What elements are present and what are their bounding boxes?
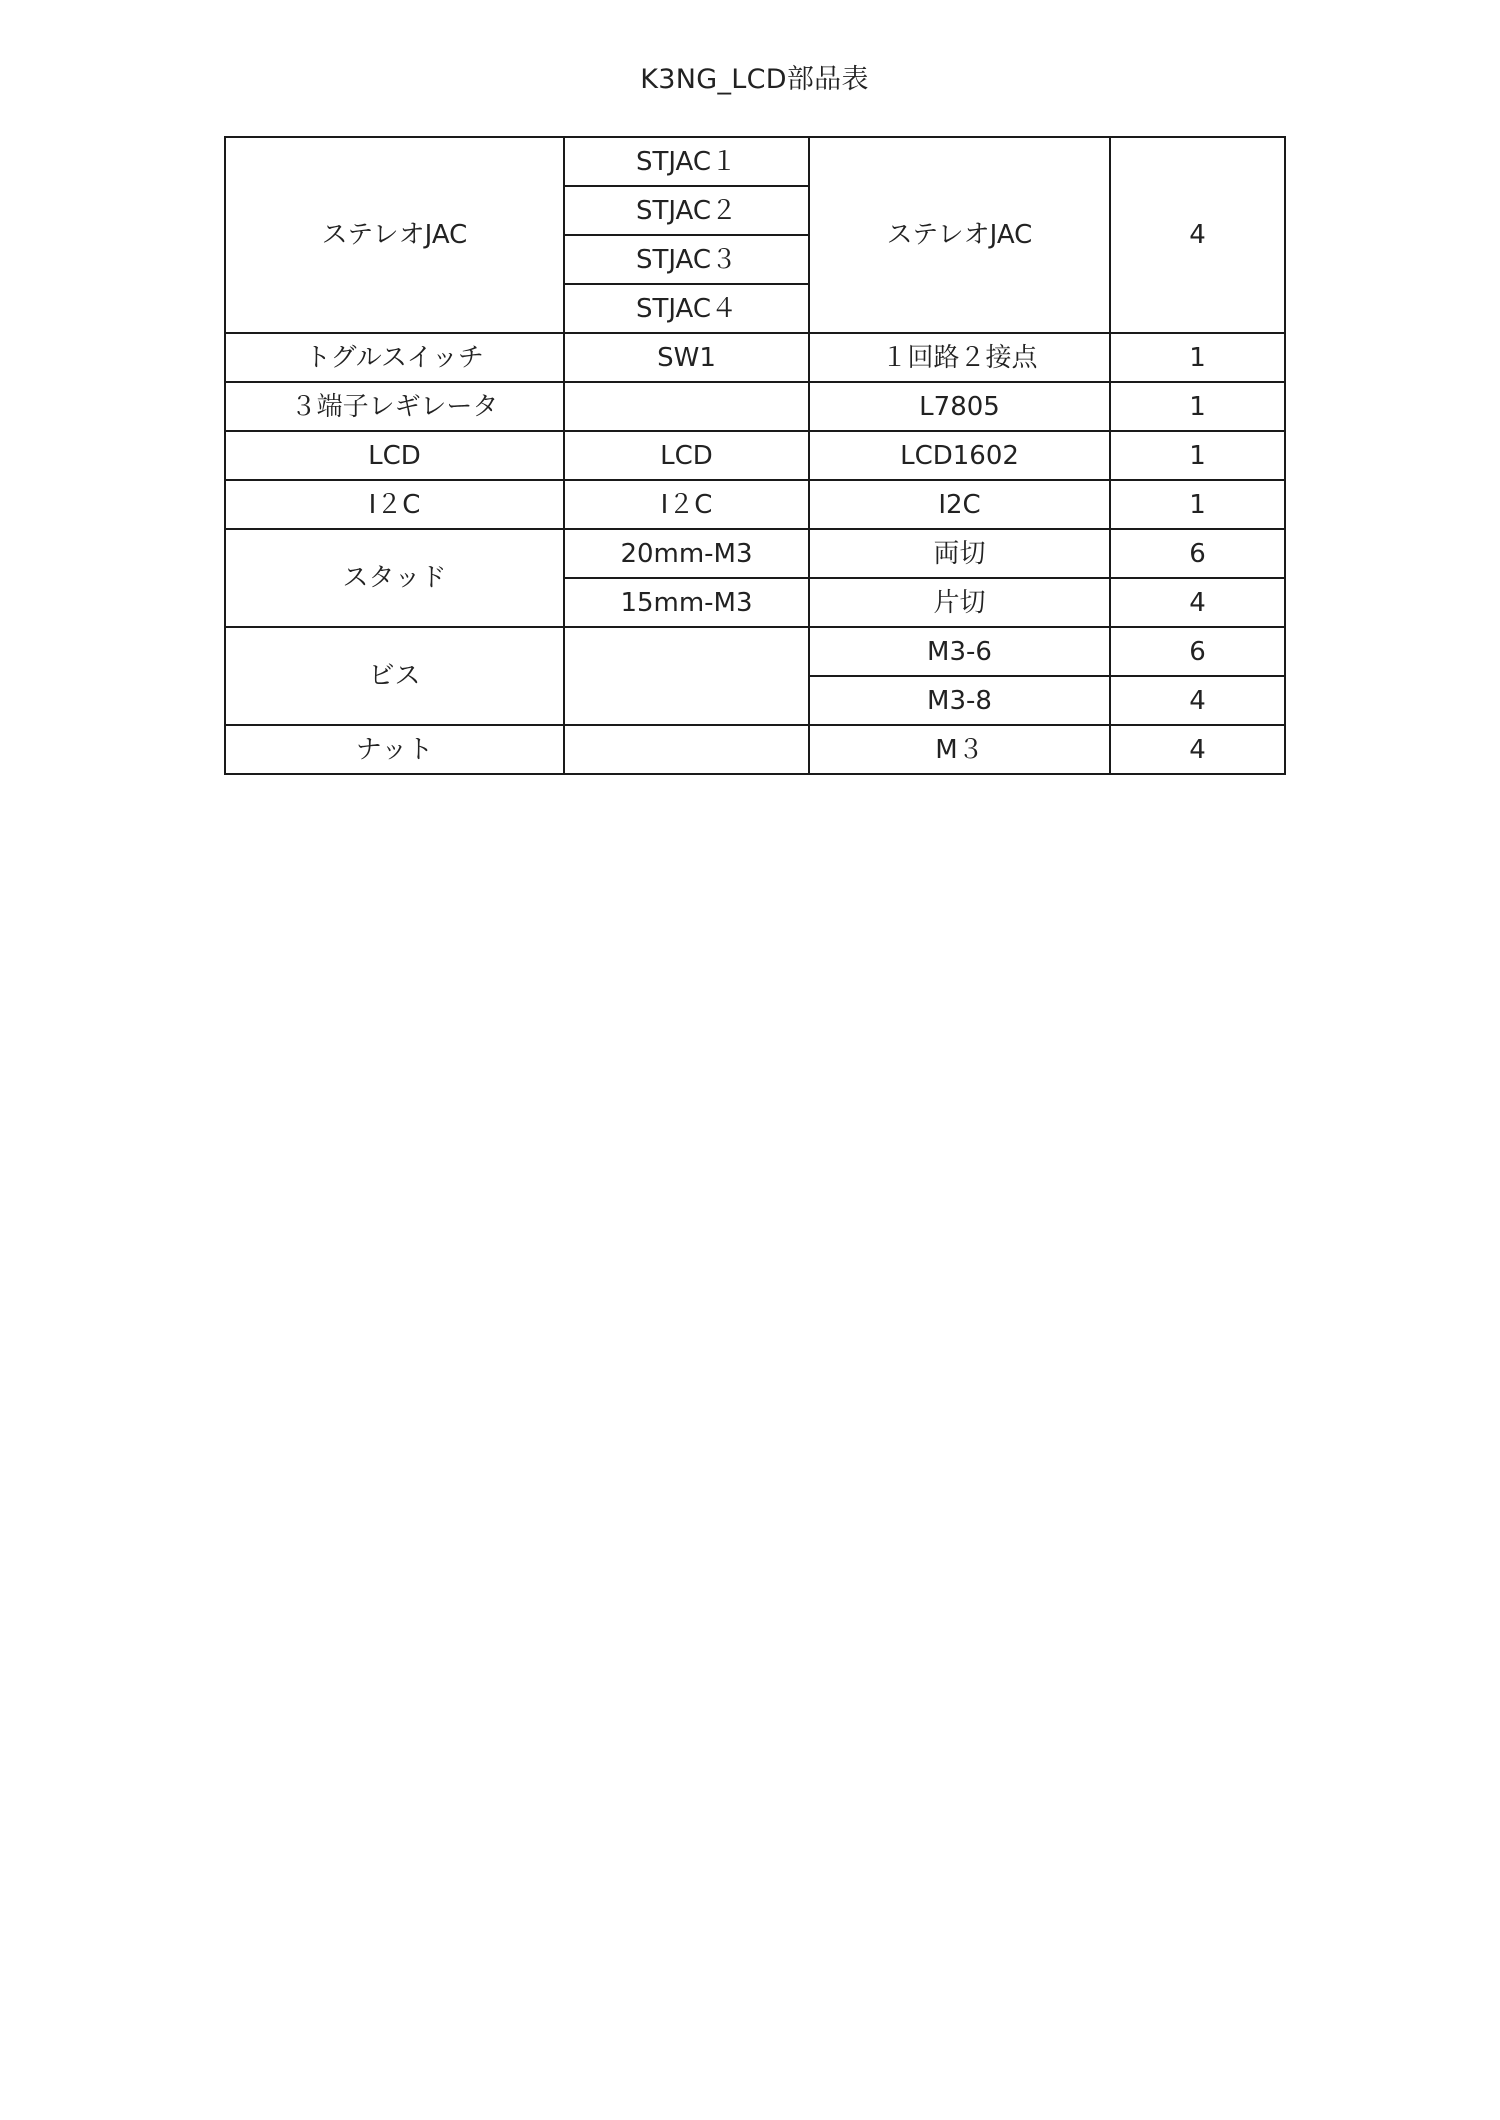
part-spec-cell: ステレオJAC bbox=[809, 137, 1110, 333]
part-name-cell: スタッド bbox=[225, 529, 564, 627]
part-spec-cell: M3-8 bbox=[809, 676, 1110, 725]
part-spec-cell: I2C bbox=[809, 480, 1110, 529]
table-row bbox=[225, 431, 1285, 480]
table-row bbox=[225, 529, 1285, 578]
part-ref-cell: 20mm-M3 bbox=[564, 529, 809, 578]
part-ref-cell: STJAC２ bbox=[564, 186, 809, 235]
part-spec-cell: LCD1602 bbox=[809, 431, 1110, 480]
part-spec-cell: 片切 bbox=[809, 578, 1110, 627]
part-ref-cell bbox=[564, 725, 809, 774]
table-row bbox=[225, 382, 1285, 431]
part-qty-cell: 1 bbox=[1110, 333, 1285, 382]
part-qty-cell: 4 bbox=[1110, 578, 1285, 627]
part-qty-cell: 6 bbox=[1110, 529, 1285, 578]
page-title: K3NG_LCD部品表 bbox=[640, 64, 869, 95]
part-name-cell: LCD bbox=[225, 431, 564, 480]
part-qty-cell: 1 bbox=[1110, 382, 1285, 431]
part-ref-cell: STJAC１ bbox=[564, 137, 809, 186]
part-name-cell: ナット bbox=[225, 725, 564, 774]
part-spec-cell: 両切 bbox=[809, 529, 1110, 578]
part-qty-cell: 1 bbox=[1110, 480, 1285, 529]
part-ref-cell: 15mm-M3 bbox=[564, 578, 809, 627]
part-ref-cell: LCD bbox=[564, 431, 809, 480]
part-qty-cell: 4 bbox=[1110, 725, 1285, 774]
part-name-cell: ステレオJAC bbox=[225, 137, 564, 333]
part-qty-cell: 6 bbox=[1110, 627, 1285, 676]
parts-table bbox=[224, 136, 1286, 775]
part-ref-cell: STJAC３ bbox=[564, 235, 809, 284]
table-row bbox=[225, 137, 1285, 186]
part-ref-cell bbox=[564, 382, 809, 431]
table-row bbox=[225, 333, 1285, 382]
part-qty-cell: 4 bbox=[1110, 676, 1285, 725]
part-qty-cell: 4 bbox=[1110, 137, 1285, 333]
part-spec-cell: １回路２接点 bbox=[809, 333, 1110, 382]
part-spec-cell: M３ bbox=[809, 725, 1110, 774]
table-row bbox=[225, 627, 1285, 676]
part-ref-cell bbox=[564, 627, 809, 725]
part-qty-cell: 1 bbox=[1110, 431, 1285, 480]
part-name-cell: トグルスイッチ bbox=[225, 333, 564, 382]
part-name-cell: ３端子レギレータ bbox=[225, 382, 564, 431]
part-name-cell: ビス bbox=[225, 627, 564, 725]
part-spec-cell: L7805 bbox=[809, 382, 1110, 431]
part-name-cell: I２C bbox=[225, 480, 564, 529]
table-row bbox=[225, 480, 1285, 529]
table-row bbox=[225, 725, 1285, 774]
part-ref-cell: SW1 bbox=[564, 333, 809, 382]
part-spec-cell: M3-6 bbox=[809, 627, 1110, 676]
part-ref-cell: STJAC４ bbox=[564, 284, 809, 333]
part-ref-cell: I２C bbox=[564, 480, 809, 529]
